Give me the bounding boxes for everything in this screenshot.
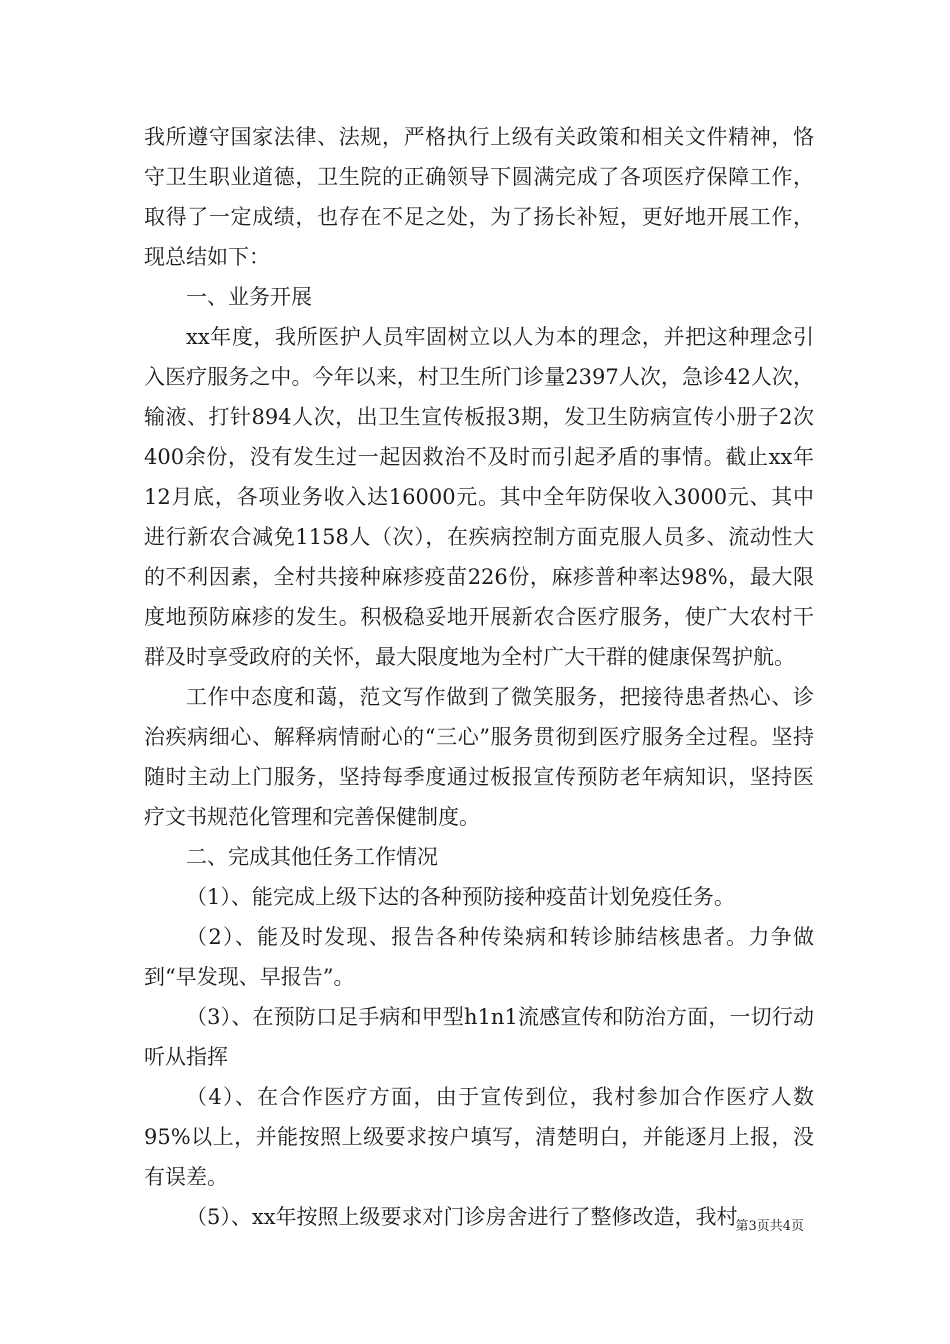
section-heading-business: 一、业务开展: [186, 285, 312, 309]
list-item-1: （1）、能完成上级下达的各种预防接种疫苗计划免疫任务。: [186, 885, 735, 909]
page-number: 第3页共4页: [735, 1219, 804, 1234]
paragraph-intro: 我所遵守国家法律、法规，严格执行上级有关政策和相关文件精神，恪守卫生职业道德，卫生院的正确领导下圆满完成了各项医疗保障工作，取得了一定成绩，也存在不足之处，为了扬长补短，更好地开展工作，现总结如下：: [144, 125, 814, 269]
section-heading-other-tasks: 二、完成其他任务工作情况: [186, 845, 438, 869]
list-item-2: （2）、能及时发现、报告各种传染病和转诊肺结核患者。力争做到“早发现、早报告”。: [144, 925, 814, 989]
list-item-3: （3）、在预防口足手病和甲型h1n1流感宣传和防治方面，一切行动听从指挥: [144, 1005, 814, 1069]
list-item-5: （5）、xx年按照上级要求对门诊房舍进行了整修改造，我村: [186, 1205, 738, 1229]
document-body: [144, 117, 814, 1237]
paragraph-service-attitude: 工作中态度和蔼，范文写作做到了微笑服务，把接待患者热心、诊治疾病细心、解释病情耐心的“三心”服务贯彻到医疗服务全过程。坚持随时主动上门服务，坚持每季度通过板报宣传预防老年病知识，坚持医疗文书规范化管理和完善保健制度。: [144, 685, 814, 829]
paragraph-business-details: xx年度，我所医护人员牢固树立以人为本的理念，并把这种理念引入医疗服务之中。今年以来，村卫生所门诊量2397人次，急诊42人次，输液、打针894人次，出卫生宣传板报3期，发卫生防病宣传小册子2次400余份，没有发生过一起因救治不及时而引起矛盾的事情。截止xx年12月底，各项业务收入达16000元。其中全年防保收入3000元、其中进行新农合减免1158人（次），在疾病控制方面克服人员多、流动性大的不利因素，全村共接种麻疹疫苗226份，麻疹普种率达98%，最大限度地预防麻疹的发生。积极稳妥地开展新农合医疗服务，使广大农村干群及时享受政府的关怀，最大限度地为全村广大干群的健康保驾护航。: [144, 325, 814, 669]
list-item-4: （4）、在合作医疗方面，由于宣传到位，我村参加合作医疗人数95%以上，并能按照上级要求按户填写，清楚明白，并能逐月上报，没有误差。: [144, 1085, 814, 1189]
